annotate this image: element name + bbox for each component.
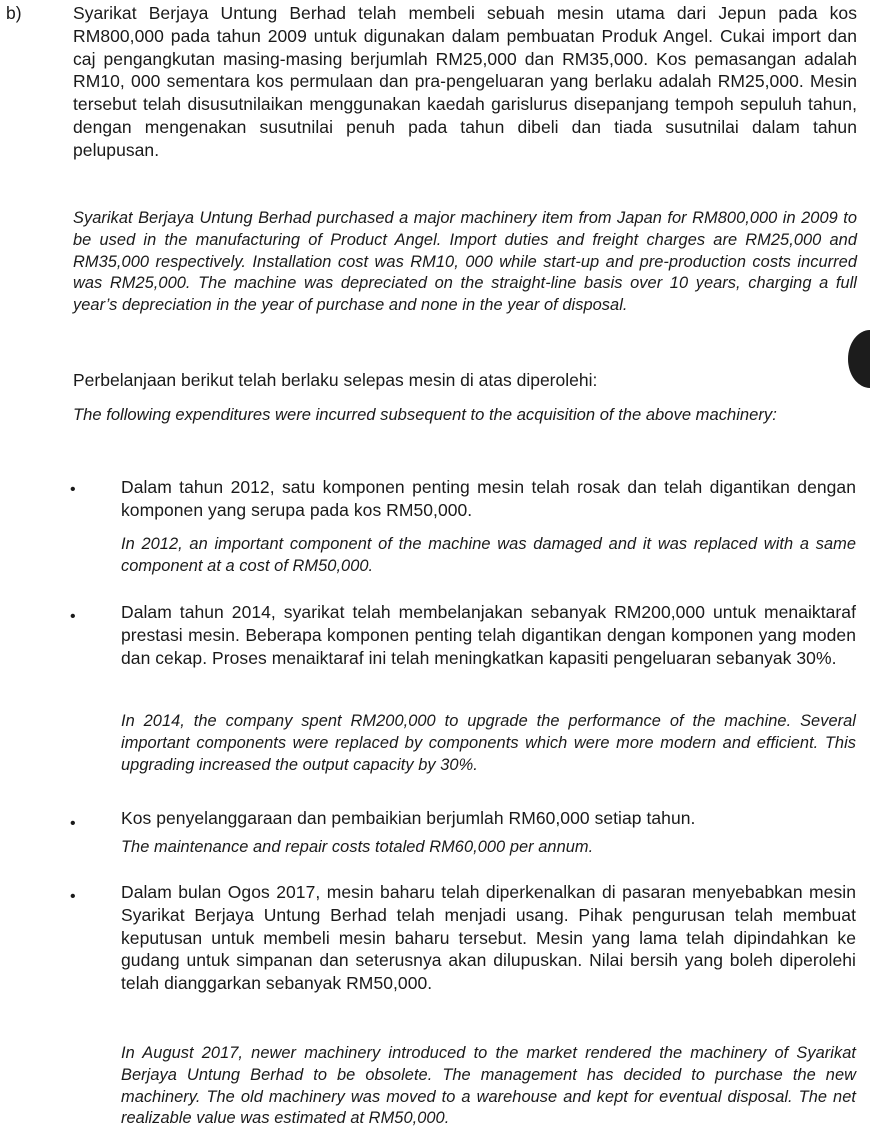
intro-paragraph-english: Syarikat Berjaya Untung Berhad purchased a major machinery item from Japan for RM800,000 in 2009 to be used in the manufacturing of Product Angel. Import duties and freight charges are RM25,000 and RM35,000 respectively. Installation cost was RM10, 000 while start-up and pre-production costs incurred was RM25,000. The machine was depreciated on the straight-line basis over 10 years, charging a full year’s depreciation in the year of purchase and none in the year of disposal. <box>73 209 857 315</box>
item-1-malay: Dalam tahun 2012, satu komponen penting mesin telah rosak dan telah digantikan dengan komponen yang serupa pada kos RM50,000. <box>121 477 856 520</box>
question-label: b) <box>6 3 22 23</box>
expenditures-intro-english: The following expenditures were incurred subsequent to the acquisition of the above machinery: <box>73 405 777 424</box>
item-3-english: The maintenance and repair costs totaled RM60,000 per annum. <box>121 838 594 856</box>
item-1-english: In 2012, an important component of the machine was damaged and it was replaced with a same component at a cost of RM50,000. <box>121 535 856 575</box>
item-4-english: In August 2017, newer machinery introduced to the market rendered the machinery of Syarikat Berjaya Untung Berhad to be obsolete. The management has decided to purchase the new machinery. The old machinery was moved to a warehouse and kept for eventual disposal. The net realizable value was estimated at RM50,000. <box>121 1044 856 1128</box>
item-3-malay: Kos penyelanggaraan dan pembaikian berjumlah RM60,000 setiap tahun. <box>121 808 696 828</box>
bullet-icon: • <box>70 481 76 498</box>
item-2-malay: Dalam tahun 2014, syarikat telah membelanjakan sebanyak RM200,000 untuk menaiktaraf prestasi mesin. Beberapa komponen penting telah digantikan dengan komponen yang moden dan cekap. Proses menaiktaraf ini telah meningkatkan kapasiti pengeluaran sebanyak 30%. <box>121 602 856 668</box>
item-2-english: In 2014, the company spent RM200,000 to upgrade the performance of the machine. Several important components were replaced by components which were more modern and efficient. This upgrading increased the output capacity by 30%. <box>121 712 856 774</box>
expenditures-intro-malay: Perbelanjaan berikut telah berlaku selepas mesin di atas diperolehi: <box>73 370 598 390</box>
bullet-icon: • <box>70 888 76 905</box>
item-4-malay: Dalam bulan Ogos 2017, mesin baharu telah diperkenalkan di pasaran menyebabkan mesin Syarikat Berjaya Untung Berhad telah menjadi usang. Pihak pengurusan telah membuat keputusan untuk membeli mesin baharu tersebut. Mesin yang lama telah dipindahkan ke gudang untuk simpanan dan seterusnya akan dilupuskan. Nilai bersih yang boleh diperolehi telah dianggarkan sebanyak RM50,000. <box>121 882 856 994</box>
bullet-icon: • <box>70 815 76 832</box>
intro-paragraph-malay: Syarikat Berjaya Untung Berhad telah membeli sebuah mesin utama dari Jepun pada kos RM800,000 pada tahun 2009 untuk digunakan dalam pembuatan Produk Angel. Cukai import dan caj pengangkutan masing-masing berjumlah RM25,000 dan RM35,000. Kos pemasangan adalah RM10, 000 sementara kos permulaan dan pra-pengeluaran yang berlaku adalah RM25,000. Mesin tersebut telah disusutnilaikan menggunakan kaedah garislurus disepanjang tempoh sepuluh tahun, dengan mengenakan susutnilai penuh pada tahun dibeli dan tiada susutnilai dalam tahun pelupusan. <box>73 3 857 160</box>
bullet-icon: • <box>70 608 76 625</box>
